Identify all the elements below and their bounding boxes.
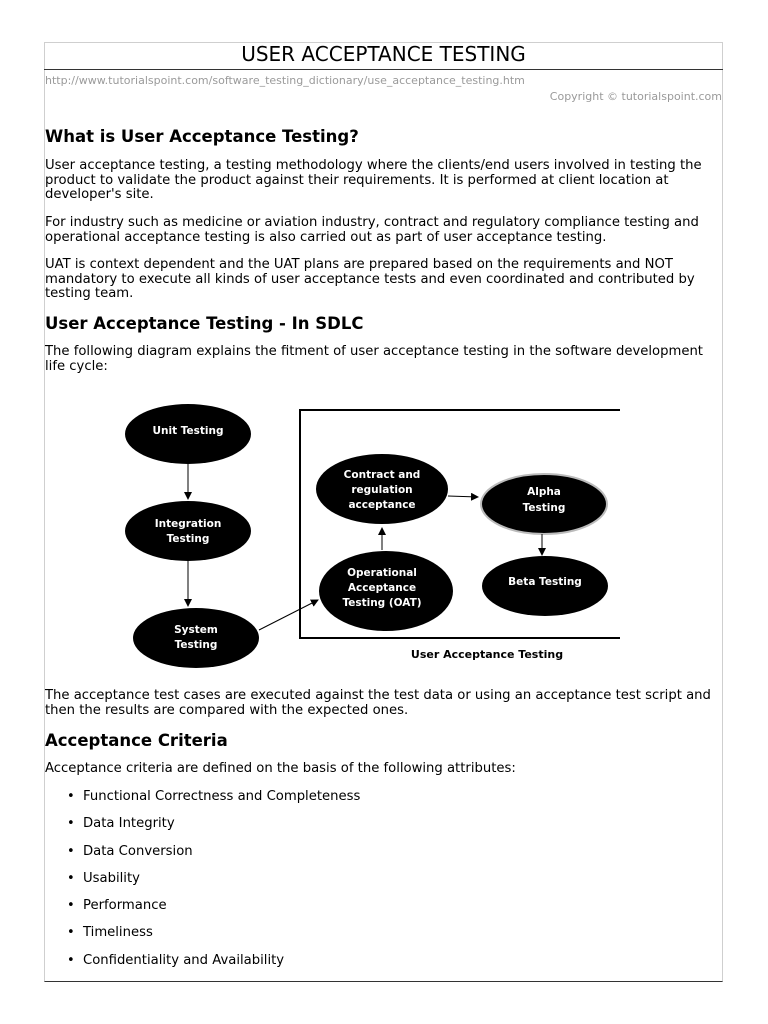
heading-uat-sdlc: User Acceptance Testing - In SDLC bbox=[45, 314, 364, 333]
unit-testing-label: Unit Testing bbox=[152, 425, 224, 437]
heading-acceptance-criteria: Acceptance Criteria bbox=[45, 731, 228, 750]
para-criteria-intro: Acceptance criteria are defined on the basis of the following attributes: bbox=[45, 761, 516, 776]
arrow-contract-to-alpha bbox=[448, 496, 478, 497]
para-uat-definition: User acceptance testing, a testing methodology where the clients/end users involved in testing the product to validate the product against their requirements. It is performed at client location at developer's site. bbox=[45, 158, 702, 203]
list-item: • Data Conversion bbox=[67, 843, 193, 859]
bullet-icon: • bbox=[67, 789, 75, 804]
alpha-label-2: Testing bbox=[522, 502, 566, 514]
page-title: USER ACCEPTANCE TESTING bbox=[241, 42, 526, 66]
para-context: UAT is context dependent and the UAT plans are prepared based on the requirements and NOT mandatory to execute all kinds of user acceptance tests and even coordinated and contributed by testing team. bbox=[45, 257, 695, 302]
bullet-icon: • bbox=[67, 898, 75, 914]
diagram-caption: User Acceptance Testing bbox=[410, 648, 564, 661]
criteria-list bbox=[45, 788, 360, 979]
list-item: • Usability bbox=[67, 870, 140, 886]
integration-label-2: Testing bbox=[166, 533, 210, 545]
para-industry: For industry such as medicine or aviation industry, contract and regulatory compliance testing and operational acceptance testing is also carried out as part of user acceptance testing. bbox=[45, 215, 699, 245]
bullet-icon: • bbox=[67, 843, 75, 859]
bullet-icon: • bbox=[67, 952, 75, 968]
alpha-label-1: Alpha bbox=[527, 486, 561, 498]
bullet-icon: • bbox=[67, 925, 75, 941]
contract-label-3: acceptance bbox=[348, 499, 416, 511]
sdlc-diagram bbox=[120, 400, 620, 670]
title-divider bbox=[44, 69, 723, 70]
list-item: • Timeliness bbox=[67, 925, 153, 941]
operational-label-1: Operational bbox=[347, 567, 417, 579]
para-acceptance-test-cases: The acceptance test cases are executed against the test data or using an acceptance test script and then the results are compared with the expected ones. bbox=[45, 688, 711, 718]
source-url[interactable]: http://www.tutorialspoint.com/software_testing_dictionary/use_acceptance_testing.htm bbox=[45, 74, 525, 87]
para-diagram-intro: The following diagram explains the fitment of user acceptance testing in the software development life cycle: bbox=[45, 344, 703, 374]
beta-label: Beta Testing bbox=[508, 576, 582, 588]
list-item: • Functional Correctness and Completeness bbox=[67, 789, 361, 804]
contract-label-2: regulation bbox=[351, 484, 413, 496]
contract-label-1: Contract and bbox=[343, 469, 421, 481]
list-item: • Performance bbox=[67, 898, 167, 914]
list-item: • Confidentiality and Availability bbox=[67, 952, 285, 968]
system-testing-node bbox=[133, 608, 259, 668]
system-label-1: System bbox=[174, 624, 218, 636]
system-label-2: Testing bbox=[174, 639, 218, 651]
bullet-icon: • bbox=[67, 816, 75, 832]
copyright-notice: Copyright © tutorialspoint.com bbox=[549, 90, 722, 103]
arrow-system-to-oat bbox=[259, 600, 318, 630]
heading-what-is-uat: What is User Acceptance Testing? bbox=[45, 127, 359, 146]
operational-label-3: Testing (OAT) bbox=[342, 597, 422, 609]
list-item: • Data Integrity bbox=[67, 816, 175, 832]
integration-label-1: Integration bbox=[154, 518, 222, 530]
bullet-icon: • bbox=[67, 870, 75, 886]
integration-testing-node bbox=[125, 501, 251, 561]
operational-label-2: Acceptance bbox=[347, 582, 417, 594]
